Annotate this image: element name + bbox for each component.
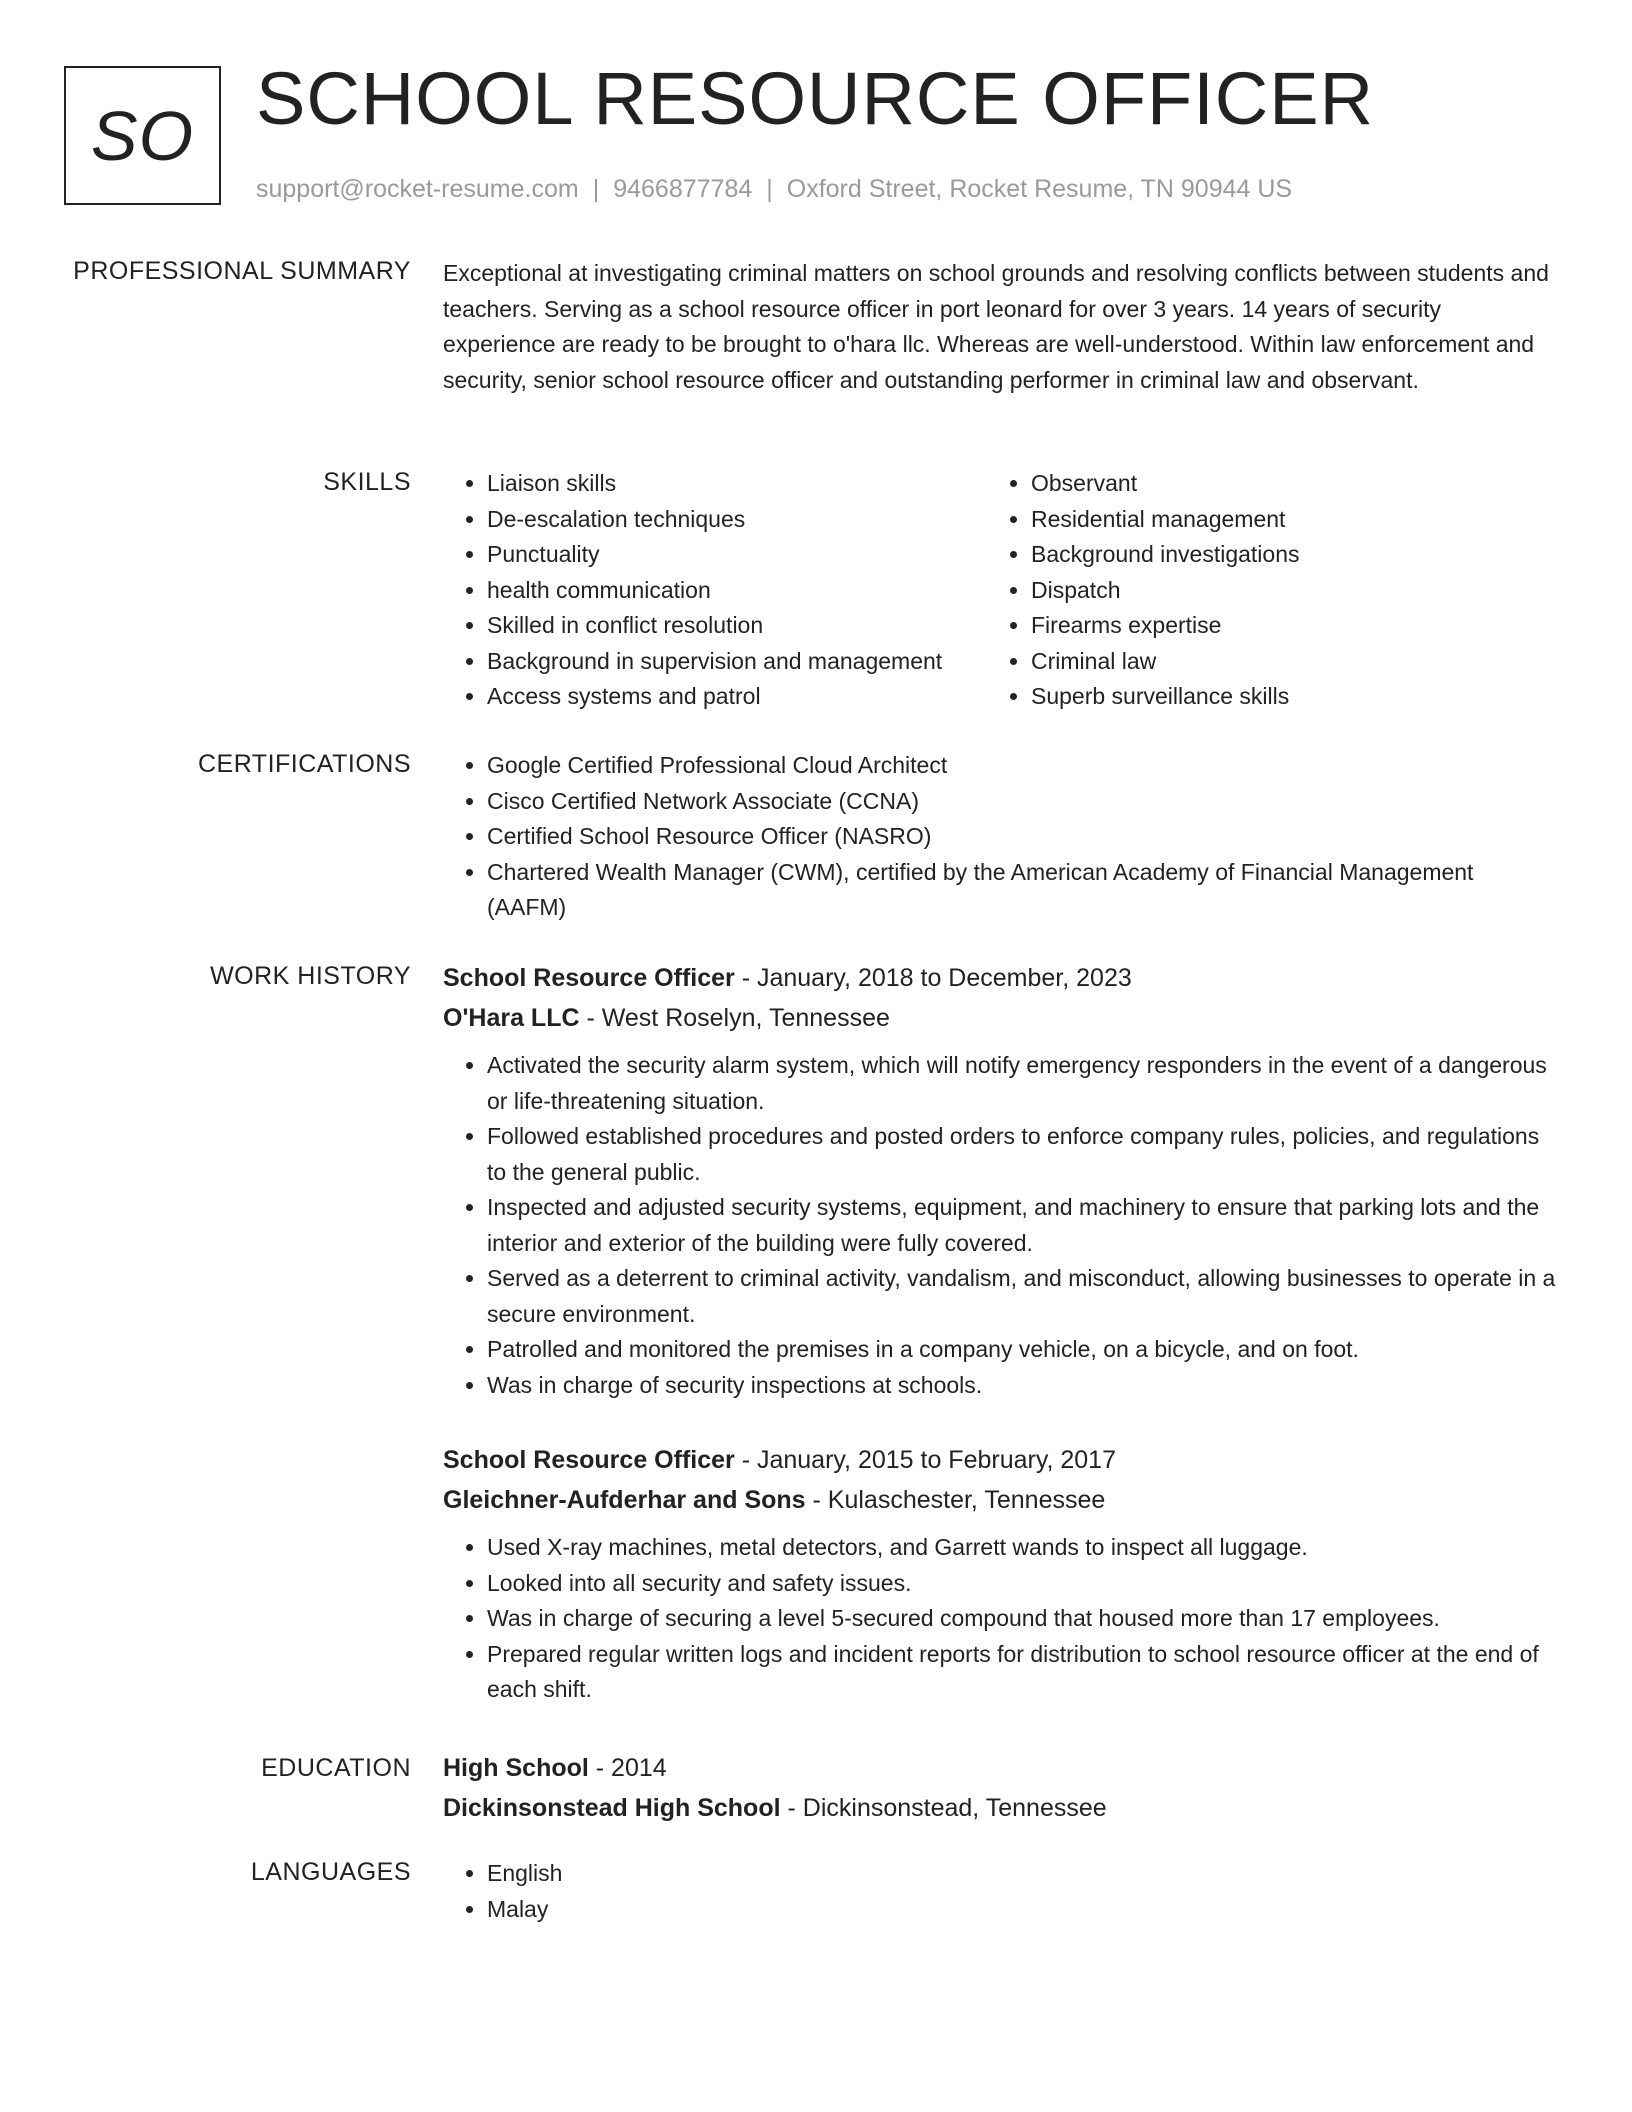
job-bullet-list	[443, 1048, 1558, 1403]
skills-list-left	[443, 466, 987, 715]
contact-separator: |	[592, 175, 600, 203]
job-bullet-list	[443, 1530, 1558, 1708]
language-item: • Malay	[487, 1892, 1558, 1928]
certifications-label: CERTIFICATIONS	[197, 750, 411, 778]
certification-item: • Certified School Resource Officer (NASRO)	[487, 819, 1558, 855]
certifications-section	[443, 748, 1558, 926]
education-degree-line	[443, 1748, 1558, 1788]
skill-item: • Superb surveillance skills	[1031, 679, 1531, 715]
job-company-line	[443, 998, 1558, 1038]
skills-label: SKILLS	[323, 468, 411, 496]
skills-list-right	[987, 466, 1531, 715]
job-bullet: • Activated the security alarm system, which will notify emergency responders in the event of a dangerous or life-threatening situation.	[487, 1048, 1558, 1119]
certifications-list	[443, 748, 1558, 926]
certification-item: • Cisco Certified Network Associate (CCNA)	[487, 784, 1558, 820]
monogram-initials: SO	[90, 96, 195, 175]
job-bullet: • Was in charge of security inspections at schools.	[487, 1368, 1558, 1404]
summary-label: PROFESSIONAL SUMMARY	[73, 257, 411, 285]
skill-item: • Liaison skills	[487, 466, 987, 502]
job-bullet: • Looked into all security and safety issues.	[487, 1566, 1558, 1602]
skill-item: • Skilled in conflict resolution	[487, 608, 987, 644]
monogram-box	[64, 66, 221, 205]
education-location: - Dickinsonstead, Tennessee	[780, 1794, 1107, 1822]
job-bullet: • Followed established procedures and posted orders to enforce company rules, policies, and regulations to the general public.	[487, 1119, 1558, 1190]
skill-item: • Firearms expertise	[1031, 608, 1531, 644]
job-location: - West Roselyn, Tennessee	[579, 1004, 890, 1032]
languages-list	[443, 1856, 1558, 1927]
contact-separator: |	[766, 175, 773, 203]
skills-grid	[443, 466, 1558, 715]
contact-email: support@rocket-resume.com	[256, 175, 579, 203]
language-item: • English	[487, 1856, 1558, 1892]
job-title: School Resource Officer	[443, 964, 735, 992]
job-title-line	[443, 1440, 1558, 1480]
job-location: - Kulaschester, Tennessee	[805, 1486, 1106, 1514]
job-bullet: • Inspected and adjusted security systems, equipment, and machinery to ensure that parking lots and the interior and exterior of the building were fully covered.	[487, 1190, 1558, 1261]
skill-item: • Punctuality	[487, 537, 987, 573]
education-label: EDUCATION	[261, 1754, 411, 1782]
skill-item: • Dispatch	[1031, 573, 1531, 609]
languages-label: LANGUAGES	[250, 1858, 411, 1886]
education-section	[443, 1748, 1558, 1828]
resume-title: SCHOOL RESOURCE OFFICER	[256, 57, 1375, 140]
contact-phone: 9466877784	[613, 175, 753, 203]
job-company: Gleichner-Aufderhar and Sons	[443, 1486, 806, 1514]
skill-item: • De-escalation techniques	[487, 502, 987, 538]
job-bullet: • Prepared regular written logs and incident reports for distribution to school resource officer at the end of each shift.	[487, 1637, 1558, 1708]
job-company: O'Hara LLC	[443, 1004, 580, 1032]
education-school-line	[443, 1788, 1558, 1828]
skill-item: • Access systems and patrol	[487, 679, 987, 715]
skill-item: • Background in supervision and management	[487, 644, 987, 680]
contact-address: Oxford Street, Rocket Resume, TN 90944 US	[786, 175, 1293, 203]
skills-section	[443, 466, 1558, 715]
education-year: - 2014	[588, 1754, 667, 1782]
job-dates: - January, 2015 to February, 2017	[734, 1446, 1116, 1474]
job-entry	[443, 1440, 1558, 1708]
skill-item: • health communication	[487, 573, 987, 609]
certification-item: • Google Certified Professional Cloud Architect	[487, 748, 1558, 784]
education-degree: High School	[443, 1754, 589, 1782]
job-bullet: • Served as a deterrent to criminal activity, vandalism, and misconduct, allowing businesses to operate in a secure environment.	[487, 1261, 1558, 1332]
job-company-line	[443, 1480, 1558, 1520]
job-title-line	[443, 958, 1558, 998]
job-dates: - January, 2018 to December, 2023	[734, 964, 1132, 992]
work-history-label: WORK HISTORY	[210, 962, 411, 990]
job-bullet: • Used X-ray machines, metal detectors, and Garrett wands to inspect all luggage.	[487, 1530, 1558, 1566]
job-bullet: • Patrolled and monitored the premises in a company vehicle, on a bicycle, and on foot.	[487, 1332, 1558, 1368]
contact-line	[256, 174, 1292, 204]
skill-item: • Criminal law	[1031, 644, 1531, 680]
summary-text: Exceptional at investigating criminal matters on school grounds and resolving conflicts between students and teachers. Serving as a school resource officer in port leonard for over 3 years. 14 years of security experience are ready to be brought to o'hara llc. Whereas are well-understood. Within law enforcement and security, senior school resource officer and outstanding performer in criminal law and observant.	[443, 260, 1549, 393]
skill-item: • Background investigations	[1031, 537, 1531, 573]
certification-item: • Chartered Wealth Manager (CWM), certified by the American Academy of Financial Management (AAFM)	[487, 855, 1558, 926]
summary-section	[443, 256, 1558, 398]
job-title: School Resource Officer	[443, 1446, 735, 1474]
education-school: Dickinsonstead High School	[443, 1794, 781, 1822]
skill-item: • Observant	[1031, 466, 1531, 502]
job-bullet: • Was in charge of securing a level 5-secured compound that housed more than 17 employees.	[487, 1601, 1558, 1637]
languages-section	[443, 1856, 1558, 1927]
skill-item: • Residential management	[1031, 502, 1531, 538]
job-entry	[443, 958, 1558, 1403]
